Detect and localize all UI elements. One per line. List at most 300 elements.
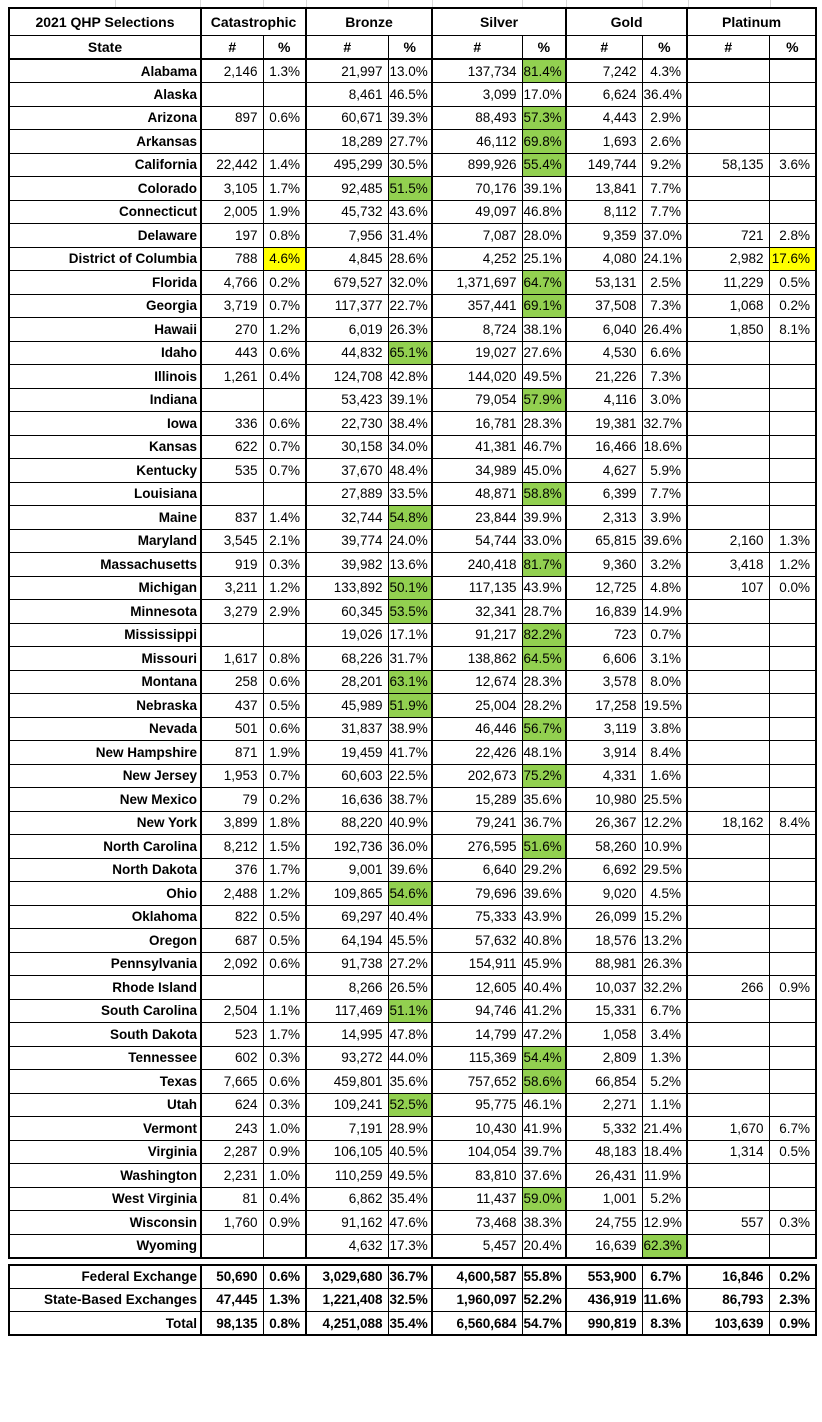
- tier-header-gold: Gold: [566, 8, 687, 35]
- percent-cell: [769, 952, 816, 976]
- count-cell: 65,815: [566, 529, 642, 553]
- count-cell: 79,054: [432, 388, 522, 412]
- count-cell: 197: [201, 224, 263, 248]
- table-row: [9, 576, 816, 600]
- count-cell: 28,201: [306, 670, 388, 694]
- table-row: [9, 341, 816, 365]
- count-cell: 18,289: [306, 130, 388, 154]
- count-cell: 19,027: [432, 341, 522, 365]
- count-cell: [687, 435, 769, 459]
- table-row: [9, 929, 816, 953]
- percent-cell: [769, 1164, 816, 1188]
- percent-cell: 39.7%: [522, 1140, 566, 1164]
- count-cell: 109,241: [306, 1093, 388, 1117]
- percent-cell: 8.1%: [769, 318, 816, 342]
- table-row: [9, 529, 816, 553]
- row-label: Idaho: [9, 341, 201, 365]
- percent-cell: 58.6%: [522, 1070, 566, 1094]
- row-label: Alabama: [9, 59, 201, 83]
- count-cell: 92,485: [306, 177, 388, 201]
- count-cell: 3,119: [566, 717, 642, 741]
- percent-cell: 8.4%: [769, 811, 816, 835]
- table-row: [9, 435, 816, 459]
- table-row: [9, 1093, 816, 1117]
- row-label: Rhode Island: [9, 976, 201, 1000]
- count-cell: 21,226: [566, 365, 642, 389]
- count-cell: 115,369: [432, 1046, 522, 1070]
- percent-cell: [769, 858, 816, 882]
- percent-cell: [769, 106, 816, 130]
- percent-cell: 32.2%: [642, 976, 687, 1000]
- row-label: South Carolina: [9, 999, 201, 1023]
- percent-cell: 4.3%: [642, 59, 687, 83]
- percent-cell: 33.5%: [388, 482, 432, 506]
- percent-cell: 0.8%: [263, 224, 306, 248]
- table-row: [9, 365, 816, 389]
- percent-cell: 0.6%: [263, 1265, 306, 1289]
- count-cell: 553,900: [566, 1265, 642, 1289]
- table-row: [9, 976, 816, 1000]
- count-cell: 4,251,088: [306, 1312, 388, 1336]
- count-cell: 270: [201, 318, 263, 342]
- totals-rows: [9, 1265, 816, 1336]
- percent-cell: 0.9%: [769, 976, 816, 1000]
- background-gridline: [688, 0, 689, 7]
- count-cell: 7,956: [306, 224, 388, 248]
- percent-cell: 39.3%: [388, 106, 432, 130]
- count-cell: 4,766: [201, 271, 263, 295]
- percent-cell: 37.6%: [522, 1164, 566, 1188]
- count-cell: 2,160: [687, 529, 769, 553]
- row-label: Minnesota: [9, 600, 201, 624]
- percent-cell: 35.4%: [388, 1187, 432, 1211]
- count-cell: 679,527: [306, 271, 388, 295]
- percent-cell: 55.4%: [522, 153, 566, 177]
- count-cell: [687, 388, 769, 412]
- row-label: Wyoming: [9, 1234, 201, 1258]
- count-cell: 34,989: [432, 459, 522, 483]
- count-cell: 3,545: [201, 529, 263, 553]
- count-cell: 2,092: [201, 952, 263, 976]
- count-cell: 18,162: [687, 811, 769, 835]
- count-cell: 68,226: [306, 647, 388, 671]
- percent-cell: [769, 1093, 816, 1117]
- percent-cell: 1.0%: [263, 1117, 306, 1141]
- percent-cell: 1.1%: [263, 999, 306, 1023]
- count-cell: 79,696: [432, 882, 522, 906]
- percent-cell: 6.7%: [769, 1117, 816, 1141]
- count-cell: [687, 1187, 769, 1211]
- count-cell: 8,724: [432, 318, 522, 342]
- table-row: [9, 1187, 816, 1211]
- percent-cell: 22.5%: [388, 764, 432, 788]
- percent-cell: [769, 1234, 816, 1258]
- count-cell: 1,371,697: [432, 271, 522, 295]
- count-cell: 44,832: [306, 341, 388, 365]
- row-label: Louisiana: [9, 482, 201, 506]
- percent-cell: [769, 717, 816, 741]
- count-cell: [201, 388, 263, 412]
- row-label: State-Based Exchanges: [9, 1288, 201, 1312]
- percent-cell: 8.3%: [642, 1312, 687, 1336]
- count-cell: 47,445: [201, 1288, 263, 1312]
- count-cell: 1,670: [687, 1117, 769, 1141]
- table-row: [9, 952, 816, 976]
- count-cell: 39,774: [306, 529, 388, 553]
- percent-cell: 0.7%: [642, 623, 687, 647]
- count-cell: [687, 670, 769, 694]
- row-label: North Dakota: [9, 858, 201, 882]
- percent-cell: 0.3%: [263, 553, 306, 577]
- count-cell: 1,221,408: [306, 1288, 388, 1312]
- percent-cell: [769, 670, 816, 694]
- count-cell: 26,431: [566, 1164, 642, 1188]
- percent-cell: 51.9%: [388, 694, 432, 718]
- percent-cell: 43.9%: [522, 576, 566, 600]
- percent-cell: [769, 623, 816, 647]
- count-cell: 49,097: [432, 200, 522, 224]
- percent-cell: 1.7%: [263, 177, 306, 201]
- percent-cell: 3.0%: [642, 388, 687, 412]
- row-label: Oklahoma: [9, 905, 201, 929]
- count-cell: 57,632: [432, 929, 522, 953]
- background-gridline: [432, 0, 433, 7]
- count-cell: 276,595: [432, 835, 522, 859]
- percent-cell: 0.8%: [263, 1312, 306, 1336]
- percent-cell: 64.5%: [522, 647, 566, 671]
- count-cell: 69,297: [306, 905, 388, 929]
- tier-header-silver: Silver: [432, 8, 566, 35]
- percent-cell: 9.2%: [642, 153, 687, 177]
- percent-cell: 31.7%: [388, 647, 432, 671]
- count-cell: 16,846: [687, 1265, 769, 1289]
- count-cell: 192,736: [306, 835, 388, 859]
- percent-cell: 0.5%: [769, 271, 816, 295]
- table-row: [9, 388, 816, 412]
- count-cell: 50,690: [201, 1265, 263, 1289]
- percent-cell: 0.6%: [263, 670, 306, 694]
- count-cell: 9,001: [306, 858, 388, 882]
- table-row: [9, 59, 816, 83]
- row-label: California: [9, 153, 201, 177]
- count-cell: 12,674: [432, 670, 522, 694]
- table-row: [9, 177, 816, 201]
- count-cell: [687, 647, 769, 671]
- percent-cell: 36.0%: [388, 835, 432, 859]
- count-cell: 15,331: [566, 999, 642, 1023]
- count-cell: 376: [201, 858, 263, 882]
- table-row: [9, 459, 816, 483]
- count-cell: 4,331: [566, 764, 642, 788]
- percent-cell: 47.6%: [388, 1211, 432, 1235]
- percent-cell: 51.1%: [388, 999, 432, 1023]
- percent-cell: [769, 177, 816, 201]
- percent-cell: 52.2%: [522, 1288, 566, 1312]
- count-cell: 3,578: [566, 670, 642, 694]
- background-gridline: [115, 0, 116, 7]
- table-row: [9, 1234, 816, 1258]
- background-gridline: [566, 0, 567, 7]
- count-cell: [201, 83, 263, 107]
- percent-cell: 0.8%: [263, 647, 306, 671]
- count-cell: 26,367: [566, 811, 642, 835]
- count-column-header: #: [687, 35, 769, 59]
- percent-cell: 29.2%: [522, 858, 566, 882]
- percent-cell: 2.8%: [769, 224, 816, 248]
- percent-cell: 44.0%: [388, 1046, 432, 1070]
- percent-cell: 3.2%: [642, 553, 687, 577]
- count-cell: 48,871: [432, 482, 522, 506]
- percent-cell: 34.0%: [388, 435, 432, 459]
- count-cell: 19,026: [306, 623, 388, 647]
- count-cell: 95,775: [432, 1093, 522, 1117]
- percent-cell: 1.3%: [263, 59, 306, 83]
- percent-cell: 0.6%: [263, 717, 306, 741]
- count-cell: 6,640: [432, 858, 522, 882]
- count-cell: 94,746: [432, 999, 522, 1023]
- percent-cell: 35.4%: [388, 1312, 432, 1336]
- percent-cell: 18.4%: [642, 1140, 687, 1164]
- percent-cell: 52.5%: [388, 1093, 432, 1117]
- percent-cell: [769, 1187, 816, 1211]
- row-label: Missouri: [9, 647, 201, 671]
- percent-cell: 0.6%: [263, 341, 306, 365]
- percent-cell: 46.8%: [522, 200, 566, 224]
- percent-cell: 8.0%: [642, 670, 687, 694]
- count-cell: [687, 882, 769, 906]
- percent-cell: [769, 929, 816, 953]
- count-cell: 31,837: [306, 717, 388, 741]
- table-row: [9, 670, 816, 694]
- percent-cell: 6.7%: [642, 1265, 687, 1289]
- qhp-selections-table: [8, 7, 817, 1259]
- percent-cell: 0.6%: [263, 952, 306, 976]
- background-gridline: [306, 0, 307, 7]
- count-cell: 2,982: [687, 247, 769, 271]
- count-cell: 19,381: [566, 412, 642, 436]
- count-cell: 11,229: [687, 271, 769, 295]
- row-label: West Virginia: [9, 1187, 201, 1211]
- percent-cell: 0.3%: [769, 1211, 816, 1235]
- count-cell: 30,158: [306, 435, 388, 459]
- qhp-selections-table-wrap: [8, 7, 817, 1336]
- count-cell: [687, 482, 769, 506]
- count-cell: 8,112: [566, 200, 642, 224]
- count-cell: [687, 177, 769, 201]
- percent-cell: [769, 365, 816, 389]
- percent-cell: 54.6%: [388, 882, 432, 906]
- count-cell: 88,220: [306, 811, 388, 835]
- percent-cell: 0.6%: [263, 106, 306, 130]
- count-cell: 6,019: [306, 318, 388, 342]
- count-cell: 22,426: [432, 741, 522, 765]
- percent-cell: 38.3%: [522, 1211, 566, 1235]
- background-gridline: [388, 0, 389, 7]
- row-label: Georgia: [9, 294, 201, 318]
- count-cell: 25,004: [432, 694, 522, 718]
- percent-cell: 28.3%: [522, 670, 566, 694]
- table-title: 2021 QHP Selections: [9, 8, 201, 35]
- count-cell: 6,624: [566, 83, 642, 107]
- count-cell: 624: [201, 1093, 263, 1117]
- table-row: [9, 788, 816, 812]
- count-cell: 4,632: [306, 1234, 388, 1258]
- count-cell: 16,639: [566, 1234, 642, 1258]
- percent-cell: 45.0%: [522, 459, 566, 483]
- percent-cell: [769, 506, 816, 530]
- count-cell: [687, 130, 769, 154]
- count-cell: 990,819: [566, 1312, 642, 1336]
- count-cell: 443: [201, 341, 263, 365]
- percent-cell: 25.1%: [522, 247, 566, 271]
- count-cell: [687, 1023, 769, 1047]
- row-label: Iowa: [9, 412, 201, 436]
- count-cell: 3,211: [201, 576, 263, 600]
- count-cell: 58,135: [687, 153, 769, 177]
- percent-cell: 1.3%: [642, 1046, 687, 1070]
- percent-cell: 1.3%: [769, 529, 816, 553]
- percent-cell: 39.1%: [388, 388, 432, 412]
- count-cell: 75,333: [432, 905, 522, 929]
- count-cell: 2,005: [201, 200, 263, 224]
- row-label: Arkansas: [9, 130, 201, 154]
- count-cell: 53,131: [566, 271, 642, 295]
- percent-cell: 0.4%: [263, 1187, 306, 1211]
- percent-column-header: %: [642, 35, 687, 59]
- count-cell: 240,418: [432, 553, 522, 577]
- count-cell: 16,839: [566, 600, 642, 624]
- count-cell: [687, 459, 769, 483]
- count-cell: 336: [201, 412, 263, 436]
- count-cell: 8,212: [201, 835, 263, 859]
- percent-cell: [769, 647, 816, 671]
- table-row: [9, 130, 816, 154]
- table-row: [9, 412, 816, 436]
- count-cell: 6,862: [306, 1187, 388, 1211]
- row-label: Pennsylvania: [9, 952, 201, 976]
- percent-cell: 26.3%: [388, 318, 432, 342]
- count-cell: 10,037: [566, 976, 642, 1000]
- count-cell: 73,468: [432, 1211, 522, 1235]
- count-cell: 10,430: [432, 1117, 522, 1141]
- percent-cell: 3.9%: [642, 506, 687, 530]
- count-cell: 4,080: [566, 247, 642, 271]
- percent-cell: 47.8%: [388, 1023, 432, 1047]
- percent-cell: [769, 600, 816, 624]
- table-row: [9, 106, 816, 130]
- percent-cell: 10.9%: [642, 835, 687, 859]
- percent-cell: 81.7%: [522, 553, 566, 577]
- percent-cell: 40.4%: [388, 905, 432, 929]
- percent-cell: 7.3%: [642, 365, 687, 389]
- percent-cell: 1.4%: [263, 153, 306, 177]
- table-row: [9, 247, 816, 271]
- row-label: Arizona: [9, 106, 201, 130]
- table-row: [9, 1046, 816, 1070]
- count-cell: 4,252: [432, 247, 522, 271]
- percent-cell: 54.8%: [388, 506, 432, 530]
- percent-cell: [263, 1234, 306, 1258]
- background-gridline: [522, 0, 523, 7]
- count-cell: 2,146: [201, 59, 263, 83]
- percent-cell: 56.7%: [522, 717, 566, 741]
- percent-cell: 27.2%: [388, 952, 432, 976]
- percent-cell: 21.4%: [642, 1117, 687, 1141]
- count-cell: 3,719: [201, 294, 263, 318]
- count-cell: [687, 1164, 769, 1188]
- table-row: [9, 1117, 816, 1141]
- count-cell: 26,099: [566, 905, 642, 929]
- percent-cell: 54.4%: [522, 1046, 566, 1070]
- count-cell: 3,029,680: [306, 1265, 388, 1289]
- count-cell: 138,862: [432, 647, 522, 671]
- percent-cell: 13.0%: [388, 59, 432, 83]
- count-cell: 6,040: [566, 318, 642, 342]
- percent-cell: 27.6%: [522, 341, 566, 365]
- percent-cell: 28.3%: [522, 412, 566, 436]
- percent-cell: [769, 999, 816, 1023]
- percent-cell: 48.4%: [388, 459, 432, 483]
- percent-cell: 39.6%: [522, 882, 566, 906]
- row-label: Michigan: [9, 576, 201, 600]
- percent-cell: 1.4%: [263, 506, 306, 530]
- percent-cell: 32.7%: [642, 412, 687, 436]
- percent-cell: 5.9%: [642, 459, 687, 483]
- percent-cell: 51.5%: [388, 177, 432, 201]
- table-row: [9, 741, 816, 765]
- row-label: Hawaii: [9, 318, 201, 342]
- row-label: Total: [9, 1312, 201, 1336]
- percent-cell: 0.9%: [263, 1140, 306, 1164]
- percent-cell: [769, 1046, 816, 1070]
- percent-cell: 40.8%: [522, 929, 566, 953]
- count-cell: 899,926: [432, 153, 522, 177]
- count-cell: 3,914: [566, 741, 642, 765]
- state-rows: [9, 59, 816, 1258]
- percent-cell: 26.3%: [642, 952, 687, 976]
- count-cell: 9,020: [566, 882, 642, 906]
- count-cell: 37,508: [566, 294, 642, 318]
- tier-header-platinum: Platinum: [687, 8, 816, 35]
- state-column-header: State: [9, 35, 201, 59]
- totals-table: [8, 1264, 817, 1337]
- percent-cell: 41.9%: [522, 1117, 566, 1141]
- table-row: [9, 553, 816, 577]
- count-cell: 45,989: [306, 694, 388, 718]
- count-cell: 501: [201, 717, 263, 741]
- table-row: [9, 200, 816, 224]
- count-cell: 4,116: [566, 388, 642, 412]
- background-gridline: [200, 0, 201, 7]
- count-cell: 12,605: [432, 976, 522, 1000]
- count-cell: 13,841: [566, 177, 642, 201]
- row-label: Utah: [9, 1093, 201, 1117]
- percent-cell: 59.0%: [522, 1187, 566, 1211]
- count-cell: 2,287: [201, 1140, 263, 1164]
- count-cell: 106,105: [306, 1140, 388, 1164]
- count-cell: 757,652: [432, 1070, 522, 1094]
- count-cell: 124,708: [306, 365, 388, 389]
- count-cell: [687, 106, 769, 130]
- percent-cell: 38.1%: [522, 318, 566, 342]
- row-label: District of Columbia: [9, 247, 201, 271]
- count-cell: [687, 200, 769, 224]
- percent-cell: 28.7%: [522, 600, 566, 624]
- percent-cell: [769, 882, 816, 906]
- count-cell: 6,606: [566, 647, 642, 671]
- count-cell: [201, 130, 263, 154]
- count-cell: 14,995: [306, 1023, 388, 1047]
